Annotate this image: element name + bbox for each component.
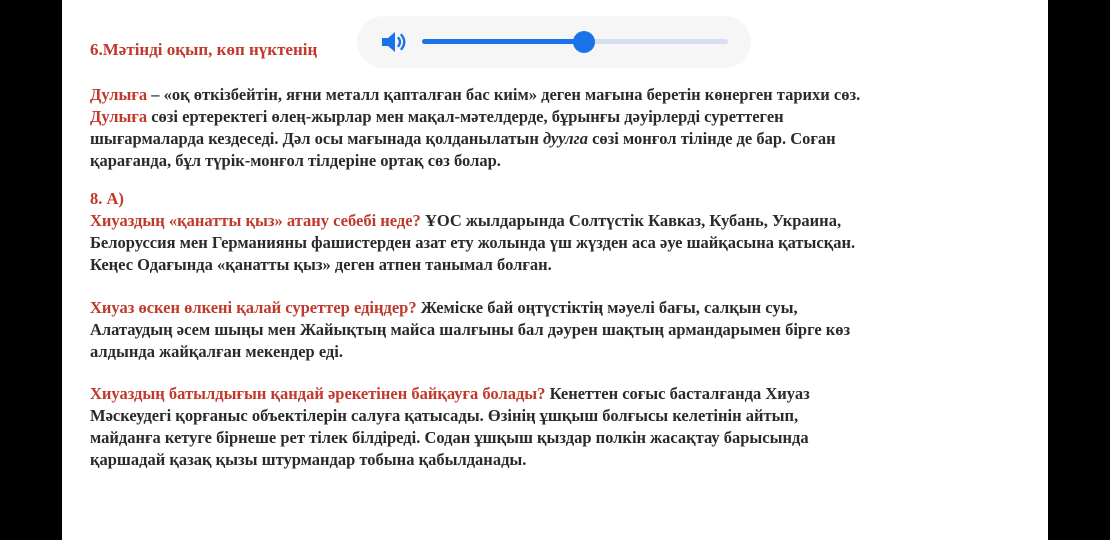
text-line: Мәскеудегі қорғаныс объектілерін салуға қатысады. Өзінің ұшқыш болғысы келетінін айтып, (90, 406, 799, 425)
text-span: Кенеттен соғыс басталғанда Хиуаз (545, 384, 810, 403)
text-line: қаршадай қазақ қызы штурмандар тобына қабылданады. (90, 450, 527, 469)
text-line: алдында жайқалған мекендер еді. (90, 342, 343, 361)
volume-slider-fill (422, 39, 584, 44)
paragraph-question-2 (90, 297, 1040, 363)
text-line (90, 106, 1040, 128)
paragraph-question-3 (90, 383, 1040, 471)
text-line (90, 383, 1040, 405)
question-highlight: Хиуаздың батылдығын қандай әрекетінен байқауға болады? (90, 384, 546, 403)
task-heading: 6.Мәтінді оқып, көп нүктенің (90, 40, 318, 59)
text-span: ҰОС жылдарында Солтүстік Кавказ, Кубань, Украина, (420, 211, 842, 230)
text-line: майданға кетуге бірнеше рет тілек білдіреді. Содан ұшқыш қыздар полкін жасақтау барысында (90, 428, 809, 447)
text-span: сөзі ертеректегі өлең-жырлар мен мақал-мәтелдерде, бұрынғы дәуірлерді суреттеген (147, 107, 784, 126)
text-line: қарағанда, бұл түрік-монғол тілдеріне ортақ сөз болар. (90, 151, 501, 170)
text-span: – «оқ өткізбейтін, яғни металл қапталған бас киім» деген мағына беретін көнерген тарихи сөз. (147, 85, 861, 104)
text-line: Алатаудың әсем шыңы мен Жайықтың майса шалғыны бал дәурен шақтың армандарымен бірге көз (90, 320, 851, 339)
volume-slider-thumb[interactable] (573, 31, 595, 53)
text-line: Кеңес Одағында «қанатты қыз» деген атпен танымал болған. (90, 255, 552, 274)
volume-slider-track[interactable] (422, 39, 728, 44)
audio-volume-popup (358, 17, 750, 67)
text-span: Жеміске бай оңтүстіктің мәуелі бағы, салқын суы, (416, 298, 798, 317)
paragraph-dulyga (90, 84, 1040, 172)
text-line: Белоруссия мен Германияны фашистерден азат ету жолында үш жүзден аса әуе шайқасына қатысқан. (90, 233, 856, 252)
text-line (90, 210, 1040, 232)
question-highlight: Хиуаздың «қанатты қыз» атану себебі неде? (90, 211, 421, 230)
section-8-heading: 8. А) (90, 189, 124, 208)
speaker-volume-icon[interactable] (380, 29, 410, 55)
question-highlight: Хиуаз өскен өлкені қалай суреттер едіңдер? (90, 298, 417, 317)
text-line (90, 84, 1040, 106)
text-line (90, 297, 1040, 319)
term-highlight: Дулыға (90, 85, 148, 104)
paragraph-question-1 (90, 210, 1040, 276)
text-line (90, 128, 1040, 150)
italic-term: дуулга (542, 129, 588, 148)
term-highlight: Дулыға (90, 107, 148, 126)
text-span: шығармаларда кездеседі. Дәл осы мағынада қолданылатын (90, 129, 543, 148)
document-page (62, 0, 1048, 540)
text-span: сөзі монғол тілінде де бар. Соған (587, 129, 836, 148)
